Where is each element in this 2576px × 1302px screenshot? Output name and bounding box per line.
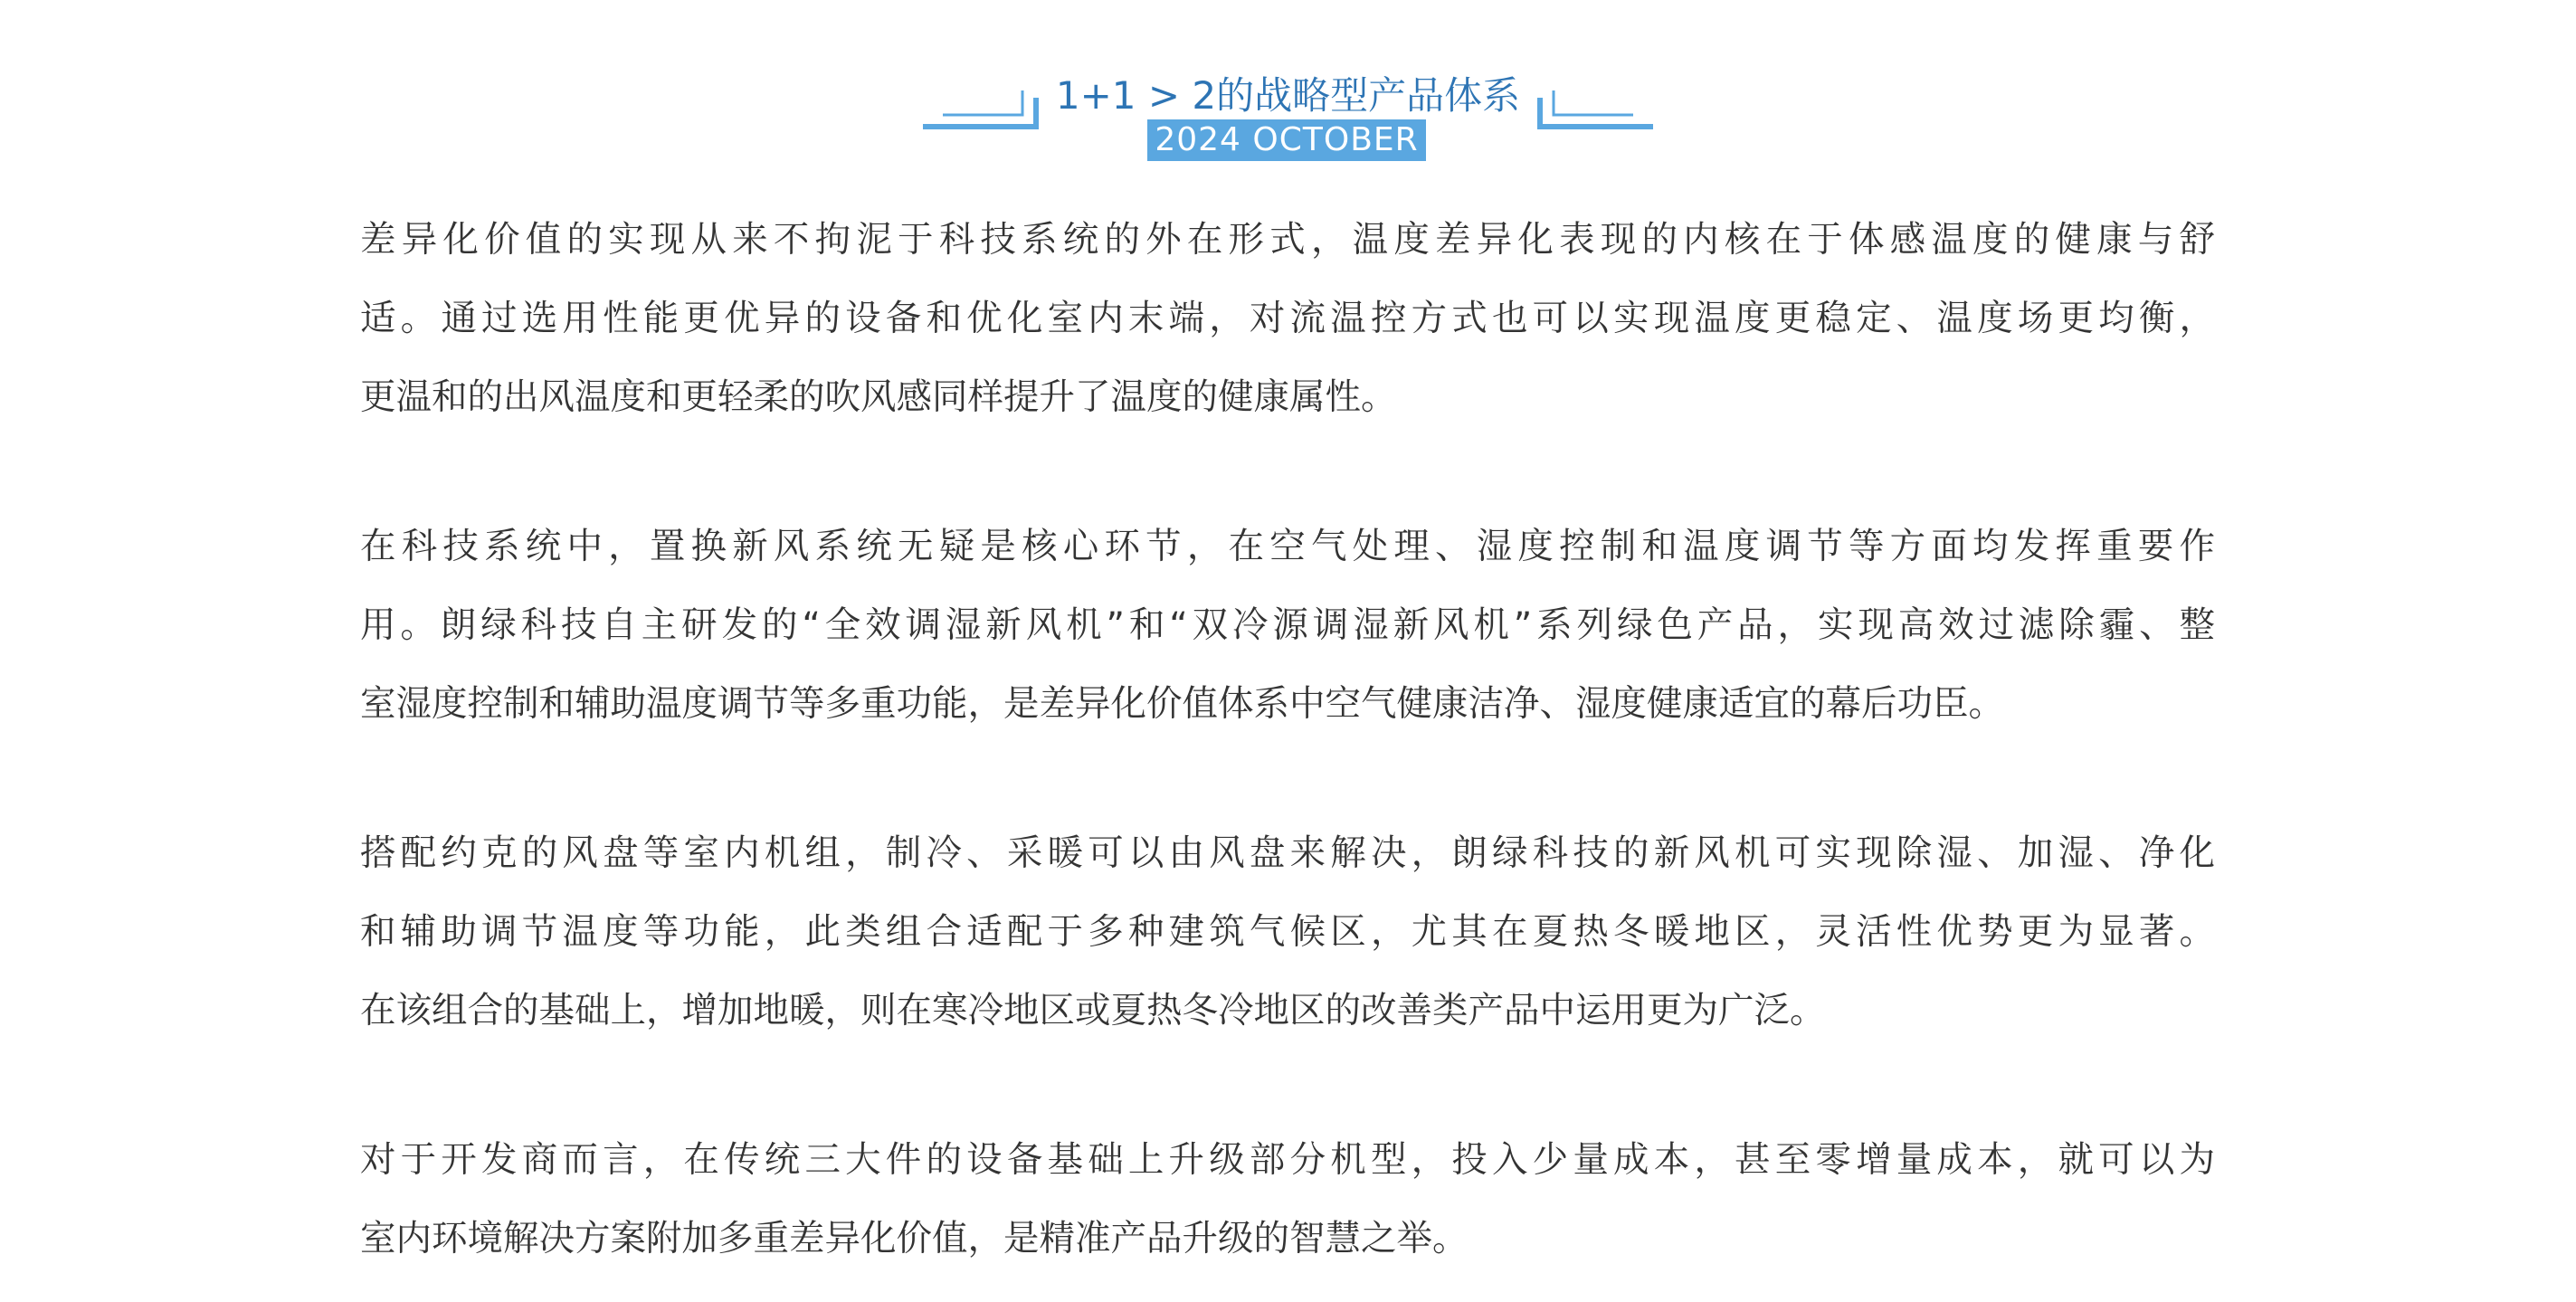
paragraph-line: 和辅助调节温度等功能，此类组合适配于多种建筑气候区，尤其在夏热冬暖地区，灵活性优势更为显著。 — [360, 911, 2215, 953]
paragraph-2 — [360, 508, 2215, 744]
section-header — [0, 0, 2576, 181]
paragraph-line: 对于开发商而言，在传统三大件的设备基础上升级部分机型，投入少量成本，甚至零增量成本，就可以为 — [360, 1139, 2215, 1181]
subtitle-badge — [1147, 119, 1426, 161]
paragraph-line: 差异化价值的实现从来不拘泥于科技系统的外在形式，温度差异化表现的内核在于体感温度的健康与舒 — [360, 219, 2215, 261]
paragraph-line: 搭配约克的风盘等室内机组，制冷、采暖可以由风盘来解决，朗绿科技的新风机可实现除湿、加湿、净化 — [360, 832, 2215, 874]
article-body — [360, 201, 2215, 1278]
right-bracket-icon — [1535, 0, 1653, 136]
paragraph-line: 室湿度控制和辅助温度调节等多重功能，是差异化价值体系中空气健康洁净、湿度健康适宜的幕后功臣。 — [360, 683, 2004, 725]
right-bracket-decoration — [1535, 0, 1653, 136]
paragraph-line: 适。通过选用性能更优异的设备和优化室内末端，对流温控方式也可以实现温度更稳定、温度场更均衡， — [360, 298, 2215, 339]
paragraph-3 — [360, 814, 2215, 1050]
subtitle-text: 2024 OCTOBER — [1155, 121, 1419, 158]
paragraph-line: 更温和的出风温度和更轻柔的吹风感同样提升了温度的健康属性。 — [360, 376, 1397, 418]
paragraph-line: 在科技系统中，置换新风系统无疑是核心环节，在空气处理、湿度控制和温度调节等方面均发挥重要作 — [360, 526, 2215, 567]
page-title: 1+1 > 2的战略型产品体系 — [1055, 73, 1521, 118]
paragraph-1 — [360, 201, 2215, 437]
paragraph-line: 在该组合的基础上，增加地暖，则在寒冷地区或夏热冬冷地区的改善类产品中运用更为广泛。 — [360, 990, 1826, 1031]
paragraph-4 — [360, 1121, 2215, 1278]
paragraph-line: 室内环境解决方案附加多重差异化价值，是精准产品升级的智慧之举。 — [360, 1218, 1469, 1259]
paragraph-line: 用。朗绿科技自主研发的“全效调湿新风机”和“双冷源调湿新风机”系列绿色产品，实现高效过滤除霾、整 — [360, 604, 2215, 646]
